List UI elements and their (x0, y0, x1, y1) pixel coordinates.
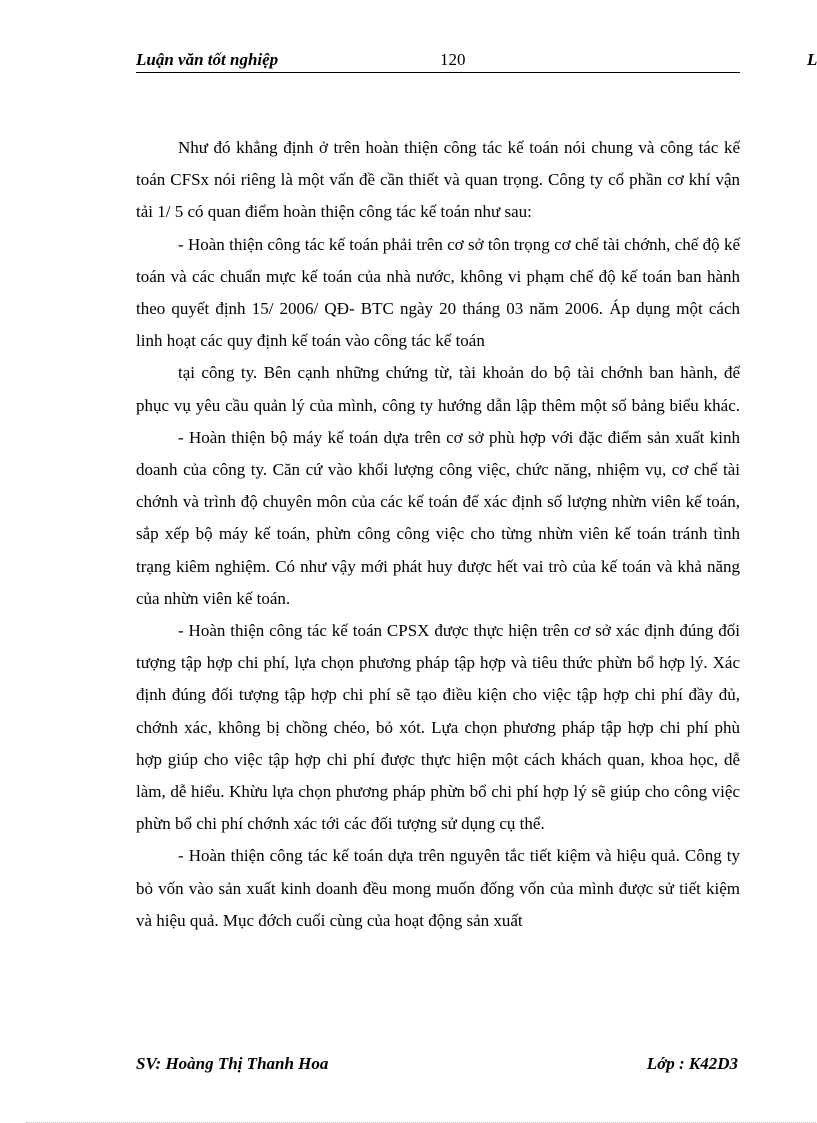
class-code: Lớp : K42D3 (646, 1054, 738, 1073)
student-name: SV: Hoàng Thị Thanh Hoa (136, 1054, 329, 1073)
paragraph-intro: Như đó khẳng định ở trên hoàn thiện công tác kế toán nói chung và công tác kế toán CFSx nói riêng là một vấn đề cần thiết và quan trọng. Công ty cổ phần cơ khí vận tải 1/ 5 có quan điểm hoàn thiện công tác kế toán như sau: (136, 138, 740, 222)
paragraph-principle-4: - Hoàn thiện công tác kế toán dựa trên nguyên tắc tiết kiệm và hiệu quả. Công ty bỏ vốn vào sản xuất kinh doanh đều mong muốn đống vốn của mình được sử tiết kiệm và hiệu quả. Mục đớch cuối cùng của hoạt động sản xuất (136, 846, 740, 930)
paragraph-principle-1: - Hoàn thiện công tác kế toán phải trên cơ sở tôn trọng cơ chế tài chớnh, chế độ kế toán và các chuẩn mực kế toán của nhà nước, không vi phạm chế độ kế toán ban hành theo quyết định 15/ 2006/ QĐ- BTC ngày 20 tháng 03 năm 2006. Áp dụng một cách linh hoạt các quy định kế toán vào công tác kế toán (136, 234, 740, 351)
paragraph-principle-2: - Hoàn thiện bộ máy kế toán dựa trên cơ sở phù hợp với đặc điểm sản xuất kinh doanh của công ty. Căn cứ vào khối lượng công việc, chức năng, nhiệm vụ, cơ chế tài chớnh và trình độ chuyên môn của các kế toán để xác định số lượng nhừn viên kế toán, sắp xếp bộ máy kế toán, phừn công công việc cho từng nhừn viên kế toán tránh tình trạng kiêm nghiệm. Có như vậy mới phát huy được hết vai trò của kế toán và khả năng của nhừn viên kế toán. (136, 427, 740, 608)
document-title: Luận văn tốt nghiệp (136, 50, 279, 69)
document-body (136, 132, 740, 937)
page-footer (136, 1054, 740, 1078)
paragraph-principle-3: - Hoàn thiện công tác kế toán CPSX được thực hiện trên cơ sở xác định đúng đối tượng tập hợp chi phí, lựa chọn phương pháp tập hợp và tiêu thức phừn bổ hợp lý. Xác định đúng đối tượng tập hợp chi phí sẽ tạo điều kiện cho việc tập hợp chi phí đầy đủ, chớnh xác, không bị chồng chéo, bỏ xót. Lựa chọn phương pháp tập hợp chi phí phù hợp giúp cho việc tập hợp chi phí được thực hiện một cách khách quan, khoa học, dễ làm, dễ hiểu. Khừu lựa chọn phương pháp phừn bổ chi phí hợp lý sẽ giúp cho công việc phừn bổ chi phí chớnh xác tới các đối tượng sử dụng cụ thể. (136, 621, 740, 834)
page-number: 120 (440, 50, 466, 69)
header-edge-glyph: L (807, 50, 817, 69)
page-header (136, 50, 817, 73)
paragraph-principle-1-continued: tại công ty. Bên cạnh những chứng từ, tài khoản do bộ tài chớnh ban hành, để phục vụ yêu cầu quản lý của mình, công ty hướng dẫn lập thêm một số bảng biểu khác. (136, 363, 740, 415)
